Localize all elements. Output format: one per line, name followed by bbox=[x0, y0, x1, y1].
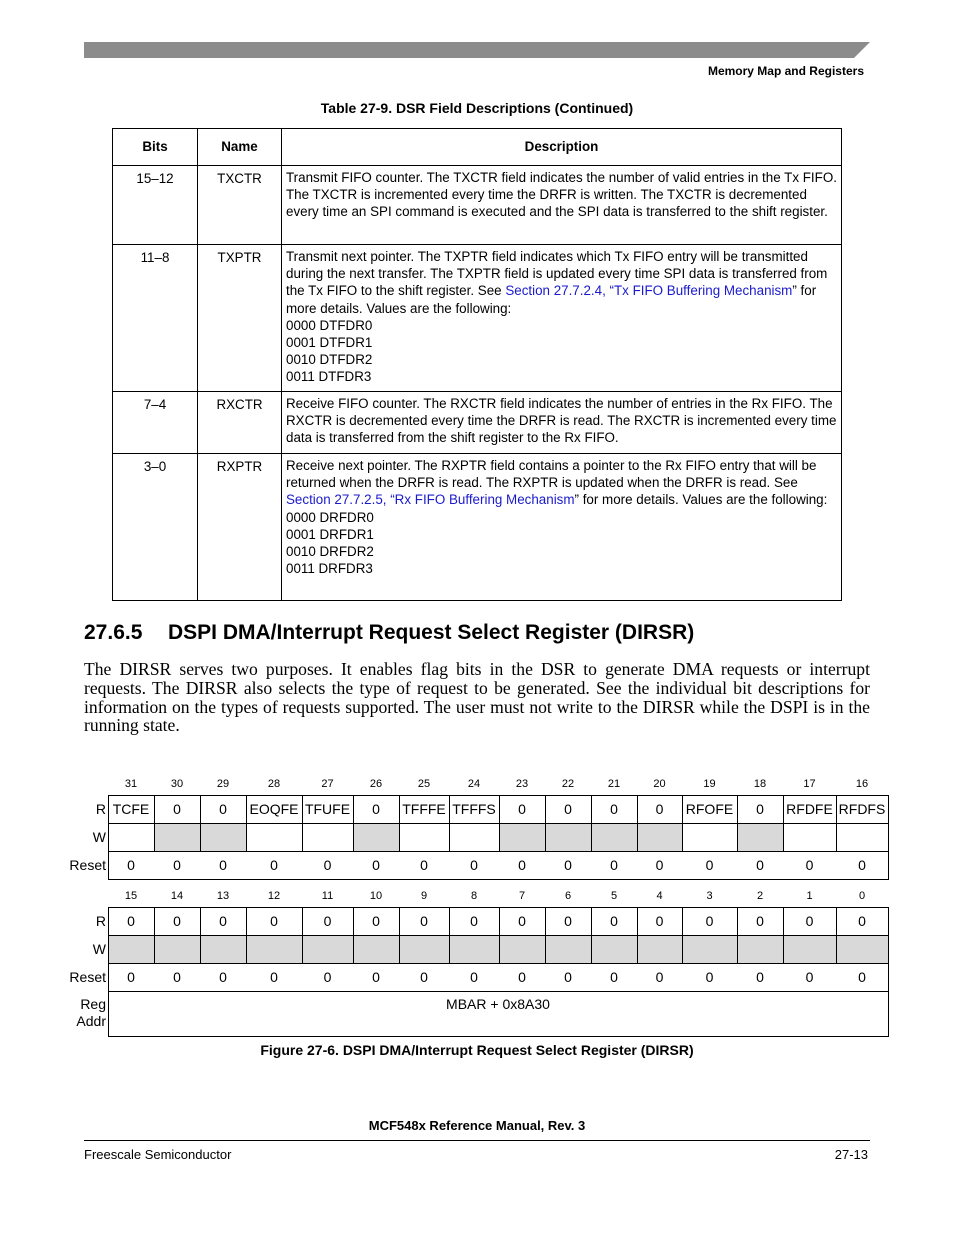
table-row bbox=[113, 392, 842, 454]
upper-reset-cell: 0 bbox=[610, 857, 618, 873]
bit-number: 22 bbox=[561, 778, 575, 790]
upper-r-cell: TCFE bbox=[112, 801, 150, 817]
grid-line bbox=[682, 907, 683, 963]
lower-reset-cell: 0 bbox=[518, 969, 526, 985]
reserved-w-cell bbox=[591, 823, 637, 851]
grid-line bbox=[108, 851, 109, 879]
grid-line bbox=[302, 795, 303, 851]
grid-line bbox=[637, 795, 638, 851]
grid-line bbox=[637, 907, 638, 963]
grid-line bbox=[108, 795, 109, 851]
grid-line bbox=[449, 907, 450, 963]
upper-reset-cell: 0 bbox=[270, 857, 278, 873]
table-header-row bbox=[113, 129, 842, 166]
lower-reset-cell: 0 bbox=[805, 969, 814, 985]
upper-reset-cell: 0 bbox=[173, 857, 181, 873]
upper-r-cell: 0 bbox=[564, 801, 572, 817]
name-cell: RXPTR bbox=[198, 454, 282, 601]
bit-number: 6 bbox=[564, 890, 572, 902]
figure-caption: Figure 27-6. DSPI DMA/Interrupt Request Select Register (DIRSR) bbox=[260, 1042, 694, 1058]
bit-number: 21 bbox=[607, 778, 621, 790]
grid-line bbox=[449, 795, 450, 851]
body-paragraph: The DIRSR serves two purposes. It enables flag bits in the DSR to generate DMA requests or interrupt requests. The DIRSR also selects the type of request to be generated. See the individual bit descriptions for information on the types of requests supported. The user must not write to the DIRSR while the DSPI is in the running state. bbox=[84, 659, 870, 736]
upper-reset-cell: 0 bbox=[470, 857, 478, 873]
upper-r-cell: 0 bbox=[219, 801, 227, 817]
bit-number: 5 bbox=[610, 890, 618, 902]
row-label-w: W bbox=[92, 941, 106, 957]
lower-r-cell: 0 bbox=[219, 913, 227, 929]
grid-line bbox=[737, 795, 738, 851]
bit-number: 29 bbox=[216, 778, 230, 790]
lower-reset-cell: 0 bbox=[756, 969, 764, 985]
section-number: 27.6.5 bbox=[84, 621, 143, 644]
lower-r-cell: 0 bbox=[756, 913, 764, 929]
grid-line bbox=[108, 1036, 889, 1037]
section-title: DSPI DMA/Interrupt Request Select Register (DIRSR) bbox=[168, 621, 695, 644]
grid-line bbox=[682, 795, 683, 851]
lower-reset-cell: 0 bbox=[219, 969, 227, 985]
upper-reset-cell: 0 bbox=[655, 857, 664, 873]
grid-line bbox=[108, 963, 109, 991]
upper-reset-cell: 0 bbox=[518, 857, 526, 873]
bit-number: 1 bbox=[806, 890, 813, 902]
value-line: 0010 DTFDR2 bbox=[286, 352, 373, 368]
grid-line bbox=[783, 795, 784, 851]
lower-r-cell: 0 bbox=[564, 913, 572, 929]
description-cell bbox=[282, 245, 842, 392]
reserved-w-cell bbox=[399, 935, 449, 963]
upper-reset-cell: 0 bbox=[219, 857, 227, 873]
lower-r-cell: 0 bbox=[173, 913, 181, 929]
reserved-w-cell bbox=[591, 935, 637, 963]
lower-reset-cell: 0 bbox=[372, 969, 380, 985]
grid-line bbox=[888, 795, 889, 851]
description-cell: Transmit FIFO counter. The TXCTR field indicates the number of valid entries in the Tx FIFO. The TXCTR is incremented every time the DRFR is written. The TXCTR is decremented every time an SPI command is executed and the SPI data is transferred to the shift register. bbox=[282, 166, 842, 245]
bit-number: 25 bbox=[417, 778, 431, 790]
bits-cell: 7–4 bbox=[113, 392, 198, 454]
grid-line bbox=[154, 907, 155, 963]
lower-r-cell: 0 bbox=[610, 913, 618, 929]
grid-line bbox=[399, 907, 400, 963]
description-text: Receive next pointer. The RXPTR field contains a pointer to the Rx FIFO entry that will be returned when the DRFR is read. The RXPTR is updated when the DRFR is read. See bbox=[286, 458, 817, 491]
grid-line bbox=[888, 907, 889, 963]
footer-company: Freescale Semiconductor bbox=[84, 1147, 232, 1162]
value-line: 0001 DRFDR1 bbox=[286, 526, 374, 542]
grid-line bbox=[246, 907, 247, 963]
bit-number: 18 bbox=[753, 778, 767, 790]
bit-number: 14 bbox=[170, 890, 184, 902]
bit-number: 27 bbox=[321, 778, 334, 790]
table-row bbox=[113, 166, 842, 245]
grid-line bbox=[246, 795, 247, 851]
grid-line bbox=[888, 991, 889, 1036]
reserved-w-cell bbox=[545, 935, 591, 963]
lower-reset-cell: 0 bbox=[173, 969, 181, 985]
bit-number: 9 bbox=[420, 890, 428, 902]
grid-line bbox=[836, 795, 837, 851]
lower-r-cell: 0 bbox=[270, 913, 278, 929]
bit-number: 4 bbox=[656, 890, 663, 902]
lower-r-cell: 0 bbox=[372, 913, 380, 929]
row-label-reg: Reg bbox=[80, 996, 106, 1012]
lower-reset-cell: 0 bbox=[564, 969, 572, 985]
value-line: 0011 DRFDR3 bbox=[286, 561, 373, 577]
reserved-w-cell bbox=[200, 823, 246, 851]
grid-line bbox=[108, 963, 889, 964]
bit-number: 28 bbox=[267, 778, 281, 790]
bit-number: 20 bbox=[653, 778, 666, 790]
bit-number: 3 bbox=[706, 890, 713, 902]
reserved-w-cell bbox=[108, 935, 154, 963]
description-cell bbox=[282, 454, 842, 601]
table-row bbox=[113, 245, 842, 392]
description-text: Transmit next pointer. The TXPTR field indicates which Tx FIFO entry will be transmitted during the next transfer. The TXPTR field is updated every time SPI data is transferred from the Tx FIFO to the shift register. See bbox=[286, 249, 828, 299]
reserved-w-cell bbox=[682, 935, 737, 963]
grid-line bbox=[108, 907, 109, 963]
bit-number: 0 bbox=[858, 890, 866, 902]
upper-r-cell: TFUFE bbox=[304, 801, 351, 817]
bit-number: 11 bbox=[321, 890, 334, 902]
grid-line bbox=[499, 907, 500, 963]
grid-line bbox=[108, 879, 889, 880]
upper-r-cell: RFDFE bbox=[786, 801, 833, 817]
value-line: 0011 DTFDR3 bbox=[286, 369, 372, 385]
bits-cell: 3–0 bbox=[113, 454, 198, 601]
column-header: Description bbox=[282, 129, 842, 166]
field-descriptions-table bbox=[112, 128, 842, 601]
upper-reset-cell: 0 bbox=[564, 857, 572, 873]
bit-number: 31 bbox=[124, 778, 138, 790]
bit-number: 8 bbox=[470, 890, 478, 902]
upper-reset-cell: 0 bbox=[372, 857, 380, 873]
bit-number: 26 bbox=[369, 778, 383, 790]
lower-reset-cell: 0 bbox=[655, 969, 664, 985]
lower-r-cell: 0 bbox=[518, 913, 526, 929]
bit-number: 10 bbox=[369, 890, 383, 902]
lower-reset-cell: 0 bbox=[858, 969, 866, 985]
reserved-w-cell bbox=[499, 823, 545, 851]
grid-line bbox=[200, 795, 201, 851]
bit-number: 17 bbox=[803, 778, 816, 790]
register-address: MBAR + 0x8A30 bbox=[446, 996, 550, 1012]
reserved-w-cell bbox=[154, 823, 200, 851]
bit-number: 23 bbox=[515, 778, 529, 790]
row-label-r: R bbox=[95, 801, 106, 817]
lower-reset-cell: 0 bbox=[323, 969, 332, 985]
reserved-w-cell bbox=[545, 823, 591, 851]
description-text: ” for more details. Values are the following: bbox=[286, 283, 817, 316]
reserved-w-cell bbox=[154, 935, 200, 963]
grid-line bbox=[836, 907, 837, 963]
name-cell: TXCTR bbox=[198, 166, 282, 245]
grid-line bbox=[499, 795, 500, 851]
reserved-w-cell bbox=[637, 935, 682, 963]
name-cell: RXCTR bbox=[198, 392, 282, 454]
upper-r-cell: TFFFS bbox=[452, 801, 496, 817]
reserved-w-cell bbox=[302, 935, 353, 963]
lower-r-cell: 0 bbox=[858, 913, 866, 929]
grid-line bbox=[737, 907, 738, 963]
value-line: 0000 DRFDR0 bbox=[286, 509, 374, 525]
lower-r-cell: 0 bbox=[420, 913, 428, 929]
reserved-w-cell bbox=[737, 823, 783, 851]
reserved-w-cell bbox=[200, 935, 246, 963]
column-header: Bits bbox=[113, 129, 198, 166]
section-link[interactable]: Section 27.7.2.5, “Rx FIFO Buffering Mechanism bbox=[286, 492, 575, 508]
section-link[interactable]: Section 27.7.2.4, “Tx FIFO Buffering Mechanism bbox=[505, 283, 793, 299]
lower-reset-cell: 0 bbox=[127, 969, 135, 985]
bit-number: 2 bbox=[756, 890, 764, 902]
lower-reset-cell: 0 bbox=[470, 969, 478, 985]
reserved-w-cell bbox=[783, 935, 836, 963]
description-cell: Receive FIFO counter. The RXCTR field indicates the number of entries in the Rx FIFO. The RXCTR is decremented every time the DRFR is read. The RXCTR is incremented every time data is transferred from the shift register to the Rx FIFO. bbox=[282, 392, 842, 454]
row-label-r: R bbox=[95, 913, 106, 929]
upper-reset-cell: 0 bbox=[420, 857, 428, 873]
grid-line bbox=[545, 907, 546, 963]
description-text: ” for more details. Values are the following: bbox=[574, 492, 828, 508]
lower-r-cell: 0 bbox=[805, 913, 814, 929]
grid-line bbox=[200, 907, 201, 963]
value-line: 0001 DTFDR1 bbox=[286, 335, 373, 351]
lower-reset-cell: 0 bbox=[420, 969, 428, 985]
running-header: Memory Map and Registers bbox=[707, 64, 864, 78]
upper-r-cell: RFOFE bbox=[685, 801, 734, 817]
bit-number: 13 bbox=[216, 890, 230, 902]
upper-reset-cell: 0 bbox=[127, 857, 135, 873]
grid-line bbox=[108, 851, 889, 852]
upper-r-cell: 0 bbox=[173, 801, 181, 817]
bit-number: 16 bbox=[855, 778, 869, 790]
lower-reset-cell: 0 bbox=[705, 969, 714, 985]
bits-cell: 15–12 bbox=[113, 166, 198, 245]
bits-cell: 11–8 bbox=[113, 245, 198, 392]
upper-r-cell: 0 bbox=[610, 801, 618, 817]
header-banner bbox=[84, 42, 870, 58]
grid-line bbox=[108, 991, 889, 992]
row-label-reset: Reset bbox=[69, 857, 106, 873]
section-heading bbox=[84, 621, 694, 645]
row-label-addr: Addr bbox=[76, 1013, 106, 1029]
upper-r-cell: 0 bbox=[372, 801, 380, 817]
grid-line bbox=[154, 795, 155, 851]
row-label-reset: Reset bbox=[69, 969, 106, 985]
upper-reset-cell: 0 bbox=[858, 857, 866, 873]
grid-line bbox=[888, 851, 889, 879]
grid-line bbox=[353, 795, 354, 851]
upper-reset-cell: 0 bbox=[756, 857, 764, 873]
reserved-w-cell bbox=[246, 935, 302, 963]
reserved-w-cell bbox=[499, 935, 545, 963]
reserved-w-cell bbox=[836, 935, 888, 963]
grid-line bbox=[783, 907, 784, 963]
upper-r-cell: TFFFE bbox=[402, 801, 446, 817]
name-cell: TXPTR bbox=[198, 245, 282, 392]
reserved-w-cell bbox=[637, 823, 682, 851]
upper-r-cell: RFDFS bbox=[838, 801, 886, 817]
row-label-w: W bbox=[92, 829, 106, 845]
reserved-w-cell bbox=[737, 935, 783, 963]
grid-line bbox=[545, 795, 546, 851]
value-line: 0010 DRFDR2 bbox=[286, 544, 374, 560]
grid-line bbox=[399, 795, 400, 851]
reserved-w-cell bbox=[353, 823, 399, 851]
lower-r-cell: 0 bbox=[655, 913, 664, 929]
footer-manual-title: MCF548x Reference Manual, Rev. 3 bbox=[368, 1118, 586, 1133]
upper-reset-cell: 0 bbox=[705, 857, 714, 873]
table-caption: Table 27-9. DSR Field Descriptions (Continued) bbox=[320, 100, 634, 116]
upper-r-cell: 0 bbox=[518, 801, 526, 817]
bit-number: 19 bbox=[703, 778, 716, 790]
grid-line bbox=[591, 907, 592, 963]
lower-reset-cell: 0 bbox=[270, 969, 278, 985]
footer-rule bbox=[84, 1140, 870, 1141]
lower-r-cell: 0 bbox=[470, 913, 478, 929]
bit-number: 7 bbox=[518, 890, 526, 902]
upper-reset-cell: 0 bbox=[323, 857, 332, 873]
grid-line bbox=[591, 795, 592, 851]
lower-r-cell: 0 bbox=[323, 913, 332, 929]
upper-r-cell: 0 bbox=[655, 801, 664, 817]
bit-number: 30 bbox=[170, 778, 184, 790]
lower-reset-cell: 0 bbox=[610, 969, 618, 985]
grid-line bbox=[888, 963, 889, 991]
grid-line bbox=[353, 907, 354, 963]
upper-reset-cell: 0 bbox=[805, 857, 814, 873]
column-header: Name bbox=[198, 129, 282, 166]
upper-r-cell: 0 bbox=[756, 801, 764, 817]
reserved-w-cell bbox=[449, 935, 499, 963]
value-line: 0000 DTFDR0 bbox=[286, 317, 373, 333]
bit-number: 24 bbox=[467, 778, 481, 790]
upper-r-cell: EOQFE bbox=[249, 801, 299, 817]
lower-r-cell: 0 bbox=[705, 913, 714, 929]
grid-line bbox=[302, 907, 303, 963]
table-row bbox=[113, 454, 842, 601]
bit-number: 12 bbox=[267, 890, 281, 902]
reserved-w-cell bbox=[353, 935, 399, 963]
page-number: 27-13 bbox=[834, 1147, 868, 1162]
lower-r-cell: 0 bbox=[127, 913, 135, 929]
bit-number: 15 bbox=[124, 890, 138, 902]
